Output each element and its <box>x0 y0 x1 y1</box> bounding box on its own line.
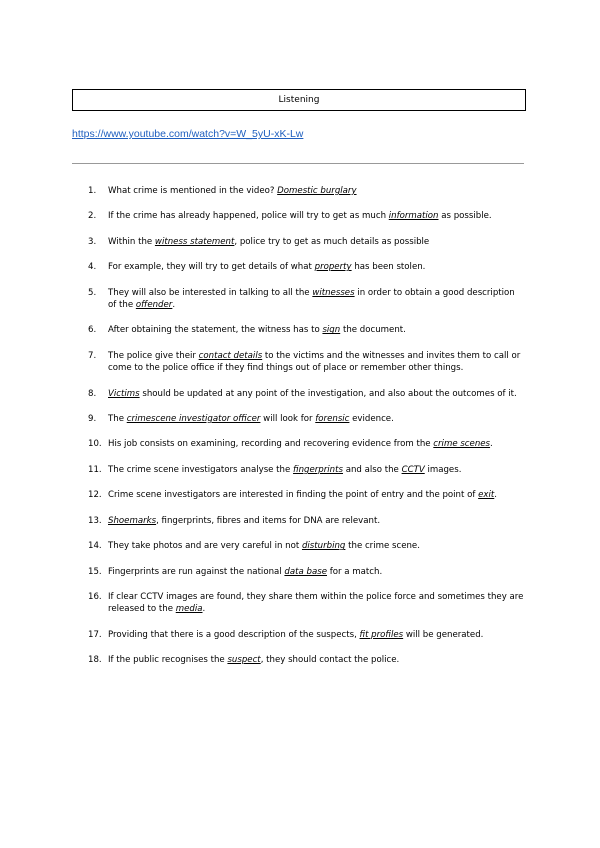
item-text: They will also be interested in talking to all the witnesses in order to obtain a good description of the offender. <box>108 287 515 311</box>
youtube-link[interactable]: https://www.youtube.com/watch?v=W_5yU-xK-Lw <box>72 128 304 140</box>
answer: Victims <box>108 388 140 399</box>
answer: data base <box>284 566 327 577</box>
answer: media <box>175 604 203 615</box>
list-item <box>88 489 524 501</box>
answer: witnesses <box>312 287 355 298</box>
answer: contact details <box>198 350 263 361</box>
item-number: 11. <box>88 464 102 475</box>
item-number: 3. <box>88 236 97 247</box>
divider <box>72 163 524 164</box>
item-number: 13. <box>88 515 102 526</box>
item-number: 4. <box>88 262 97 273</box>
list-item <box>88 629 524 641</box>
item-number: 1. <box>88 186 97 196</box>
answer: witness statement <box>154 236 235 247</box>
item-text: His job consists on examining, recording and recovering evidence from the crime scenes. <box>108 439 493 450</box>
question-list <box>88 185 524 667</box>
item-text: Providing that there is a good description of the suspects, fit profiles will be generated. <box>108 629 484 640</box>
item-text: Fingerprints are run against the national data base for a match. <box>108 566 383 577</box>
answer: suspect <box>227 655 261 666</box>
item-number: 18. <box>88 655 102 666</box>
item-text: The crimescene investigator officer will look for forensic evidence. <box>108 414 394 425</box>
list-item <box>88 591 524 616</box>
item-text: Crime scene investigators are interested in finding the point of entry and the point of exit. <box>108 490 497 501</box>
list-item <box>88 210 524 222</box>
item-number: 12. <box>88 490 102 501</box>
list-item <box>88 438 524 450</box>
item-text: The police give their contact details to the victims and the witnesses and invites them to call or come to the police office if they find things out of place or remember other things. <box>108 350 521 374</box>
item-text: Within the witness statement, police try to get as much details as possible <box>108 236 430 247</box>
item-number: 15. <box>88 566 102 577</box>
list-item <box>88 261 524 273</box>
answer: property <box>314 262 352 273</box>
answer: disturbing <box>301 541 346 552</box>
answer: fingerprints <box>293 464 343 475</box>
list-item <box>88 515 524 527</box>
title-box <box>72 89 526 111</box>
list-item <box>88 324 524 336</box>
list-item <box>88 464 524 476</box>
list-item <box>88 236 524 248</box>
list-item <box>88 388 524 400</box>
list-item <box>88 566 524 578</box>
item-text: For example, they will try to get details of what property has been stolen. <box>108 262 426 273</box>
answer: crimescene investigator officer <box>126 414 261 425</box>
answer: crime scenes <box>433 439 491 450</box>
answer: forensic <box>315 414 350 425</box>
list-item <box>88 185 524 197</box>
item-number: 8. <box>88 388 97 399</box>
item-number: 10. <box>88 439 102 450</box>
page-title: Listening <box>278 95 320 105</box>
item-number: 6. <box>88 325 97 336</box>
answer: Shoemarks <box>108 515 157 526</box>
item-text: If the crime has already happened, police will try to get as much information as possible. <box>108 211 492 222</box>
item-number: 16. <box>88 591 102 602</box>
answer: exit <box>478 490 495 501</box>
item-number: 17. <box>88 629 102 640</box>
item-number: 2. <box>88 211 97 222</box>
answer: offender <box>135 300 173 311</box>
answer: fit profiles <box>359 629 404 640</box>
item-text: They take photos and are very careful in not disturbing the crime scene. <box>108 541 420 552</box>
list-item <box>88 350 524 375</box>
answer: information <box>388 211 439 222</box>
item-number: 7. <box>88 350 97 361</box>
item-text: If clear CCTV images are found, they share them within the police force and sometimes they are released to the media. <box>108 591 524 615</box>
item-text: If the public recognises the suspect, they should contact the police. <box>108 655 400 666</box>
answer: CCTV <box>401 464 425 475</box>
list-item <box>88 654 524 666</box>
list-item <box>88 413 524 425</box>
answer: Domestic burglary <box>277 186 357 196</box>
item-number: 5. <box>88 287 97 298</box>
list-item <box>88 287 524 312</box>
item-text: What crime is mentioned in the video? Domestic burglary <box>108 186 357 196</box>
item-number: 9. <box>88 414 97 425</box>
item-text: Shoemarks, fingerprints, fibres and items for DNA are relevant. <box>108 515 381 526</box>
item-text: After obtaining the statement, the witness has to sign the document. <box>108 325 406 336</box>
answer: sign <box>322 325 341 336</box>
list-item <box>88 540 524 552</box>
item-number: 14. <box>88 541 102 552</box>
item-text: The crime scene investigators analyse the fingerprints and also the CCTV images. <box>108 464 462 475</box>
item-text: Victims should be updated at any point of the investigation, and also about the outcomes of it. <box>108 388 517 399</box>
